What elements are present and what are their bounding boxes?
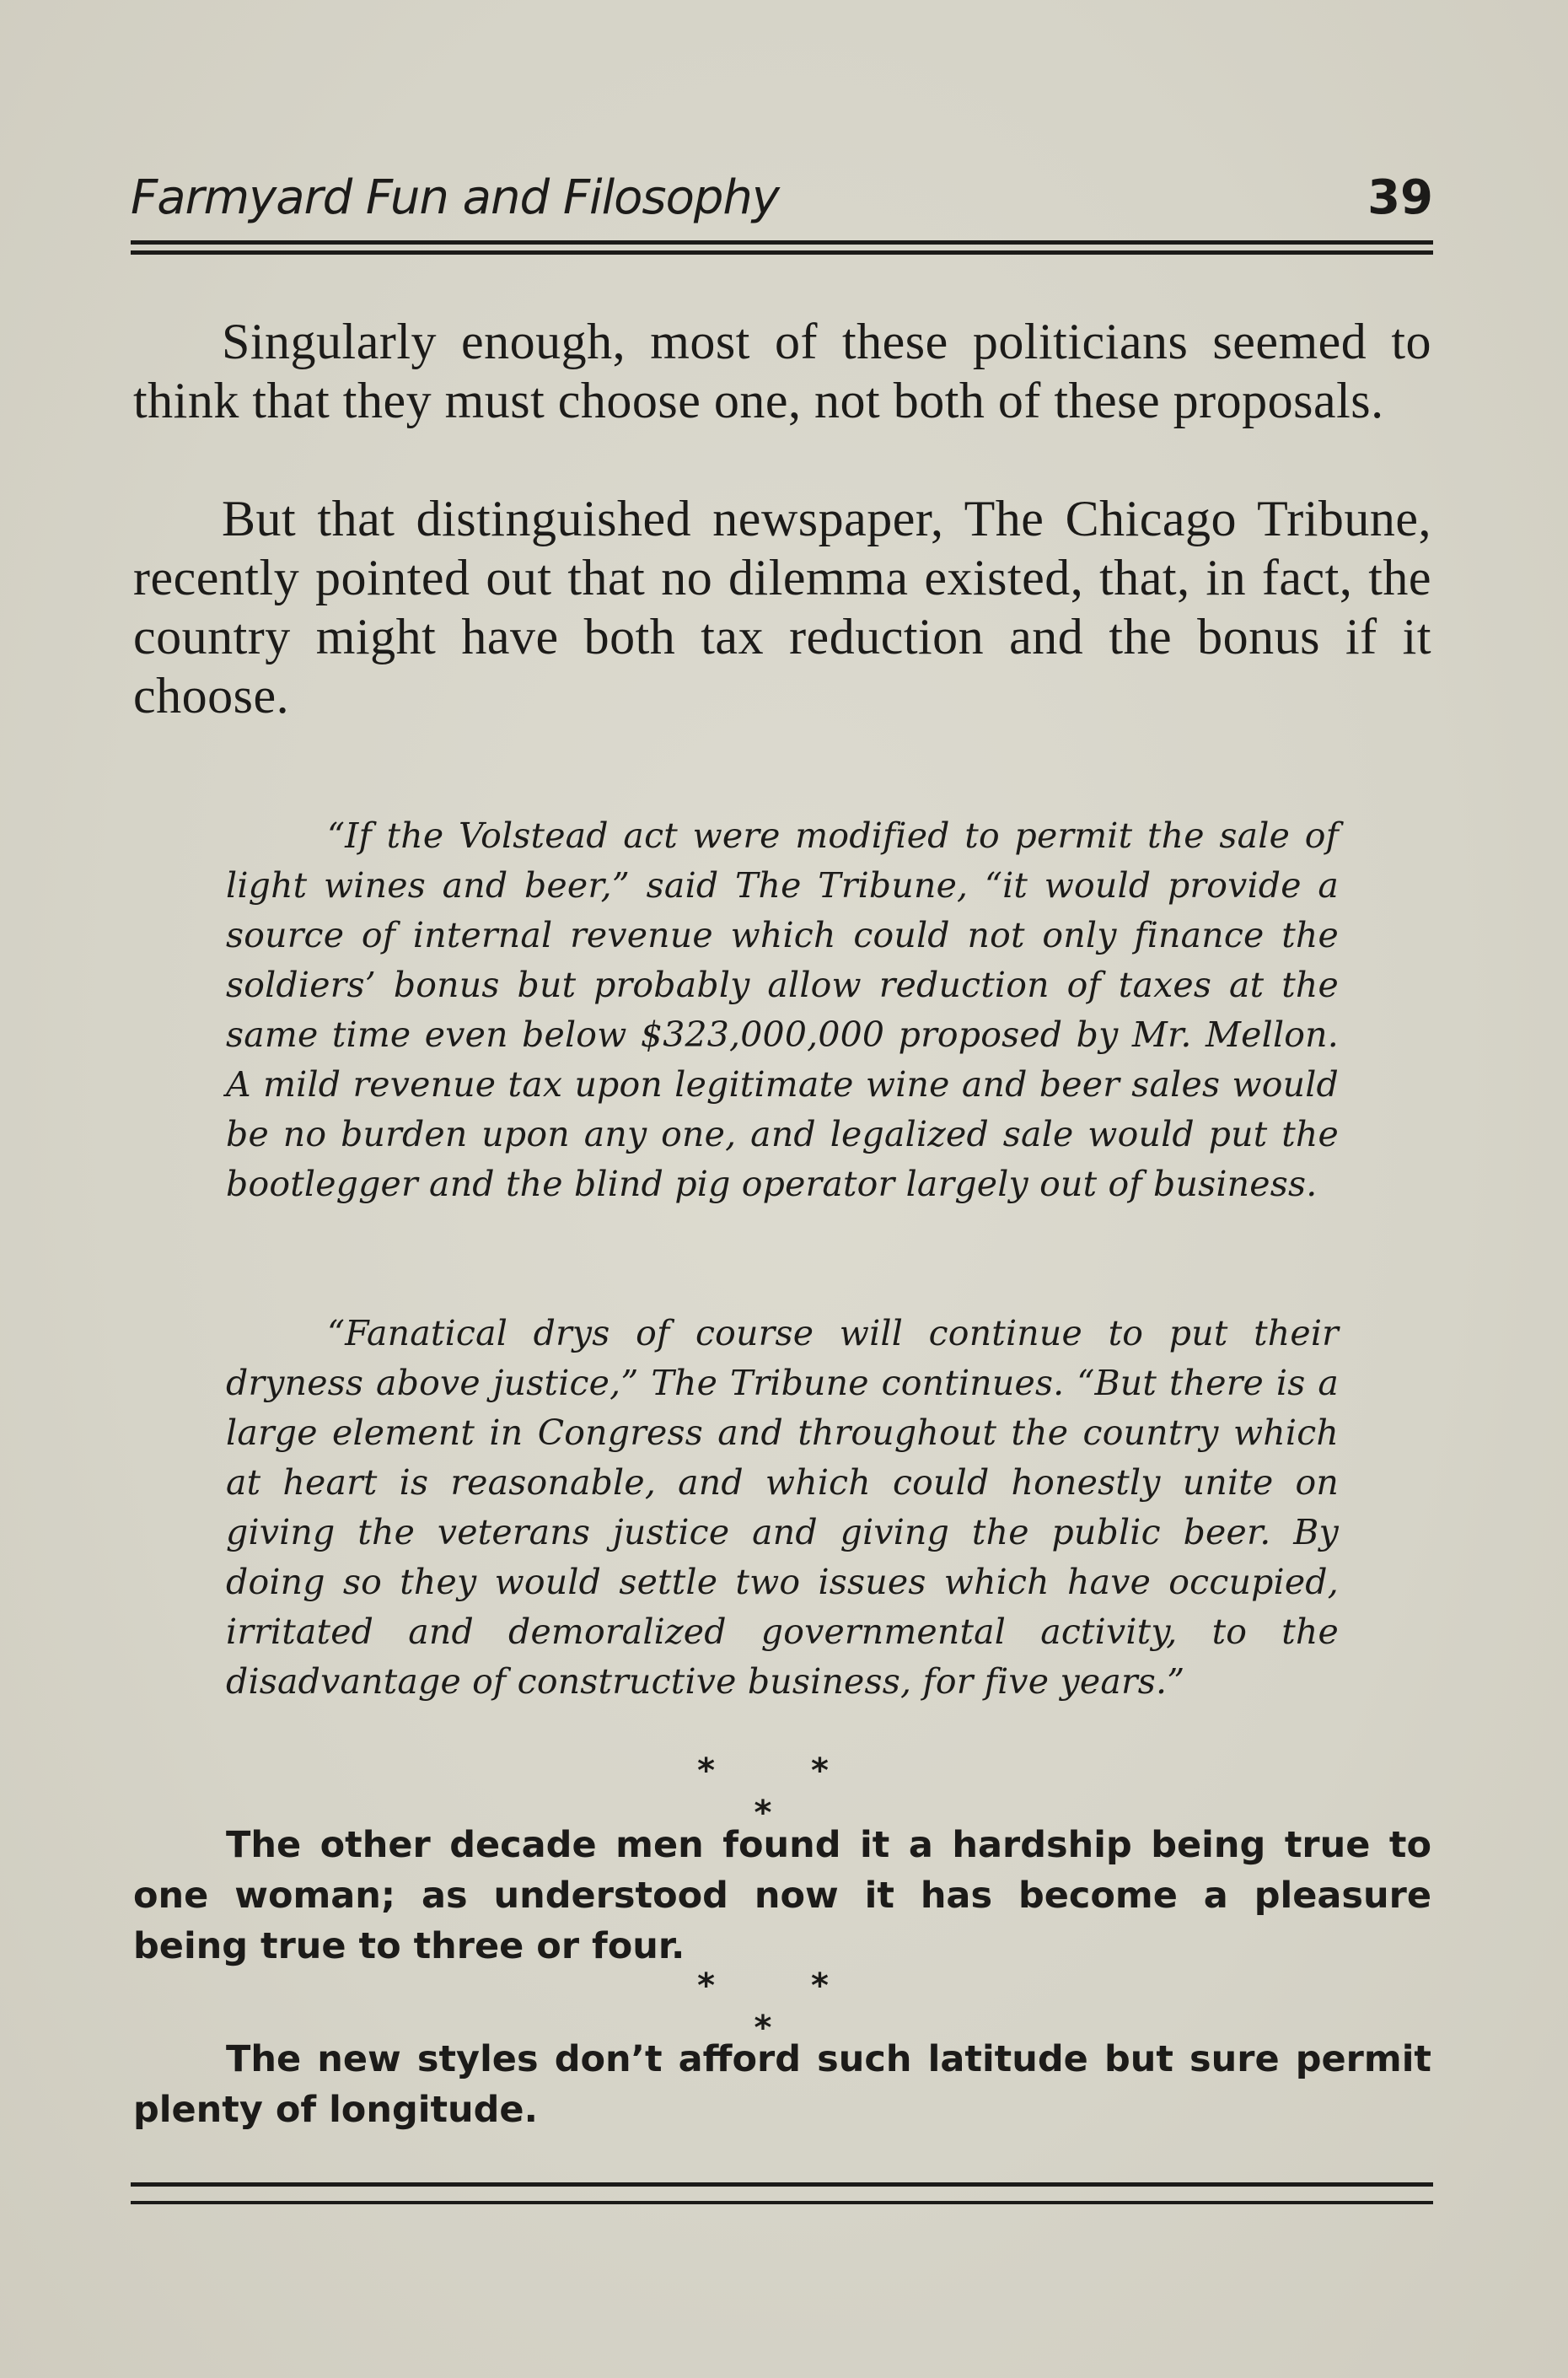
tribune-quote-2-text: “Fanatical drys of course will continue to put their dryness above justice,” The Tribune continues. “But there is a large element in Congress and throughout the country which at heart is reasonable, and which could honestly unite on giving the veterans justice and giving the public beer. By doing so they would settle two issues which have occupied, irritated and demoralized governmental activity, to the disadvantage of constructive business, for five years.” bbox=[226, 1313, 1339, 1702]
body-paragraph-1-text: Singularly enough, most of these politicians seemed to think that they must choose one, not both of these proposals. bbox=[133, 314, 1431, 428]
joke-paragraph-1 bbox=[133, 1820, 1431, 1972]
page-header bbox=[131, 164, 1433, 232]
body-paragraph-2 bbox=[133, 489, 1431, 725]
asterism-separator-2: * * * bbox=[697, 1966, 871, 2047]
asterism-separator-1: * * * bbox=[697, 1751, 871, 1832]
tribune-quote-2 bbox=[226, 1309, 1339, 1707]
joke-paragraph-1-text: The other decade men found it a hardship being true to one woman; as understood now it has become a pleasure being true to three or four. bbox=[133, 1824, 1431, 1967]
body-paragraph-2-text: But that distinguished newspaper, The Chicago Tribune, recently pointed out that no dilemma existed, that, in fact, the country might have both tax reduction and the bonus if it choose. bbox=[133, 491, 1431, 724]
tribune-quote-1 bbox=[226, 811, 1339, 1209]
header-rule bbox=[131, 240, 1433, 257]
joke-paragraph-2 bbox=[133, 2034, 1431, 2135]
page-number: 39 bbox=[1367, 170, 1433, 225]
running-title: Farmyard Fun and Filosophy bbox=[131, 170, 780, 225]
joke-paragraph-2-text: The new styles don’t afford such latitude but sure permit plenty of longitude. bbox=[133, 2038, 1431, 2131]
footer-rule bbox=[131, 2182, 1433, 2216]
tribune-quote-1-text: “If the Volstead act were modified to permit the sale of light wines and beer,” said The Tribune, “it would provide a source of internal revenue which could not only finance the soldiers’ bonus but probably allow reduction of taxes at the same time even below $323,000,000 proposed by Mr. Mellon. A mild revenue tax upon legitimate wine and beer sales would be no burden upon any one, and legalized sale would put the bootlegger and the blind pig operator largely out of business. bbox=[226, 815, 1339, 1204]
body-paragraph-1 bbox=[133, 312, 1431, 430]
